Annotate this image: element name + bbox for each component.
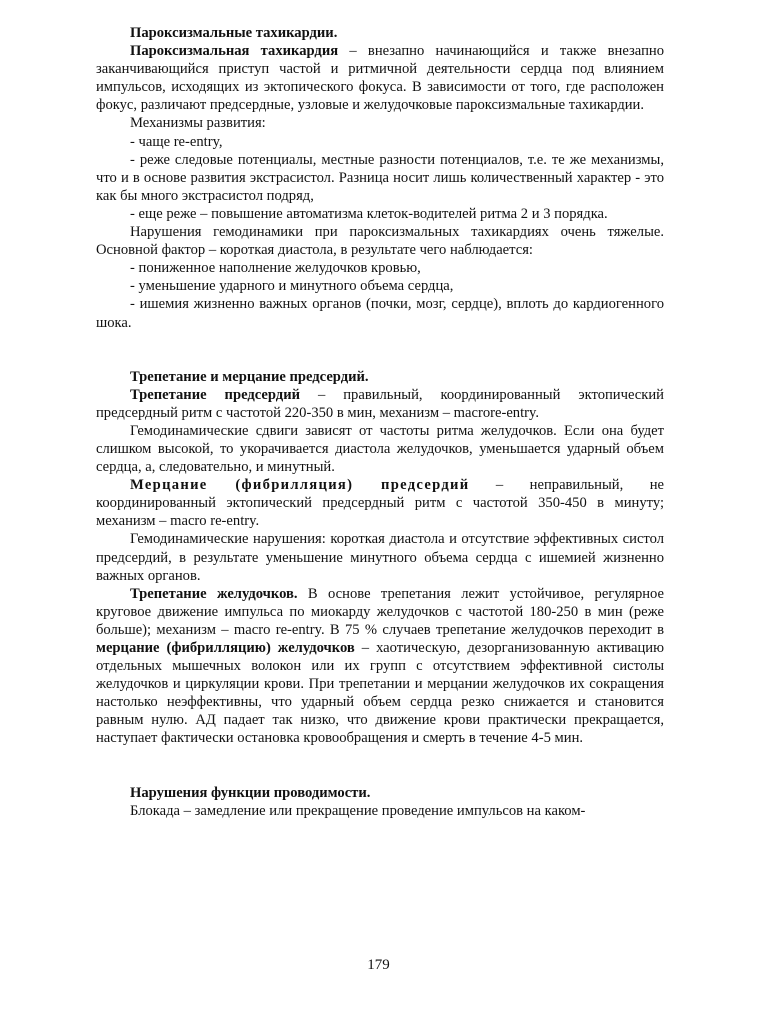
paragraph <box>96 585 664 748</box>
section-heading-atrial-flutter: Трепетание и мерцание предсердий. <box>130 368 369 385</box>
paragraph: Механизмы развития: <box>130 115 266 132</box>
paragraph <box>96 476 664 530</box>
paragraph: Нарушения гемодинамики при пароксизмальных тахикардиях очень тяжелые. Основной фактор – короткая диастола, в результате чего наблюдается: <box>96 224 664 259</box>
paragraph: Гемодинамические нарушения: короткая диастола и отсутствие эффективных систол предсердий, в результате уменьшение минутного объема сердца с ишемией жизненно важных органов. <box>96 531 664 584</box>
section-heading-conduction: Нарушения функции проводимости. <box>130 784 371 801</box>
term: Пароксизмальная тахикардия <box>130 43 339 60</box>
paragraph <box>96 42 664 114</box>
paragraph <box>96 386 664 422</box>
term: мерцание (фибрилляцию) желудочков <box>96 640 355 656</box>
list-item: - чаще re-entry, <box>130 133 223 150</box>
list-item: - ишемия жизненно важных органов (почки, мозг, сердце), вплоть до кардиогенного шока. <box>96 296 664 331</box>
section-heading-paroxysmal: Пароксизмальные тахикардии. <box>130 25 338 41</box>
term: Трепетание предсердий <box>130 386 301 403</box>
paragraph-text: – правильный, координированный эктопический предсердный ритм с частотой 220-350 в мин, механизм – macrore-entry. <box>96 386 664 421</box>
paragraph: Гемодинамические сдвиги зависят от частоты ритма желудочков. Если она будет слишком высокой, то укорачивается диастола желудочков, уменьшается ударный объем сердца, а, следовательно, и минутный. <box>96 422 664 476</box>
list-item: - еще реже – повышение автоматизма клеток-водителей ритма 2 и 3 порядка. <box>130 205 608 222</box>
list-item: - уменьшение ударного и минутного объема сердца, <box>130 278 454 295</box>
page-number: 179 <box>367 957 390 973</box>
text-body <box>96 24 664 820</box>
paragraph: Блокада – замедление или прекращение проведение импульсов на каком- <box>130 802 586 819</box>
term: Мерцание (фибрилляция) предсердий <box>130 477 470 494</box>
list-item: - пониженное наполнение желудочков кровью, <box>130 260 421 277</box>
paragraph-text: – неправильный, не координированный эктопический предсердный ритм с частотой 350-450 в минуту; механизм – macro re-entry. <box>96 477 664 530</box>
paragraph-text: – внезапно начинающийся и также внезапно заканчивающийся приступ частой и ритмичной деятельности сердца под влиянием импульсов, исходящих из эктопического фокуса. В зависимости от того, где расположен фокус, различают предсердные, узловые и желудочковые пароксизмальные тахикардии. <box>96 43 664 114</box>
term: Трепетание желудочков. <box>130 585 298 602</box>
paragraph-text: В основе трепетания лежит устойчивое, регулярное круговое движение импульса по миокарду желудочков с частотой 180-250 в мин (реже больше); механизм – macro re-entry. В 75 % случаев трепетание желудочков переходит в <box>96 585 665 638</box>
list-item: - реже следовые потенциалы, местные разности потенциалов, т.е. те же механизмы, что и в основе развития экстрасистол. Разница носит лишь количественный характер - это как бы много экстрасистол подряд, <box>96 151 664 204</box>
paragraph-text: – хаотическую, дезорганизованную активацию отдельных мышечных волокон или их групп с отсутствием эффективной систолы желудочков и циркуляции крови. При трепетании и мерцании желудочков их сокращения настолько неэффективны, что ударный объем сердца резко снижается и становится равным нулю. АД падает так низко, что движение крови практически прекращается, наступает фактически остановка кровообращения и смерть в течение 4-5 мин. <box>96 640 664 747</box>
